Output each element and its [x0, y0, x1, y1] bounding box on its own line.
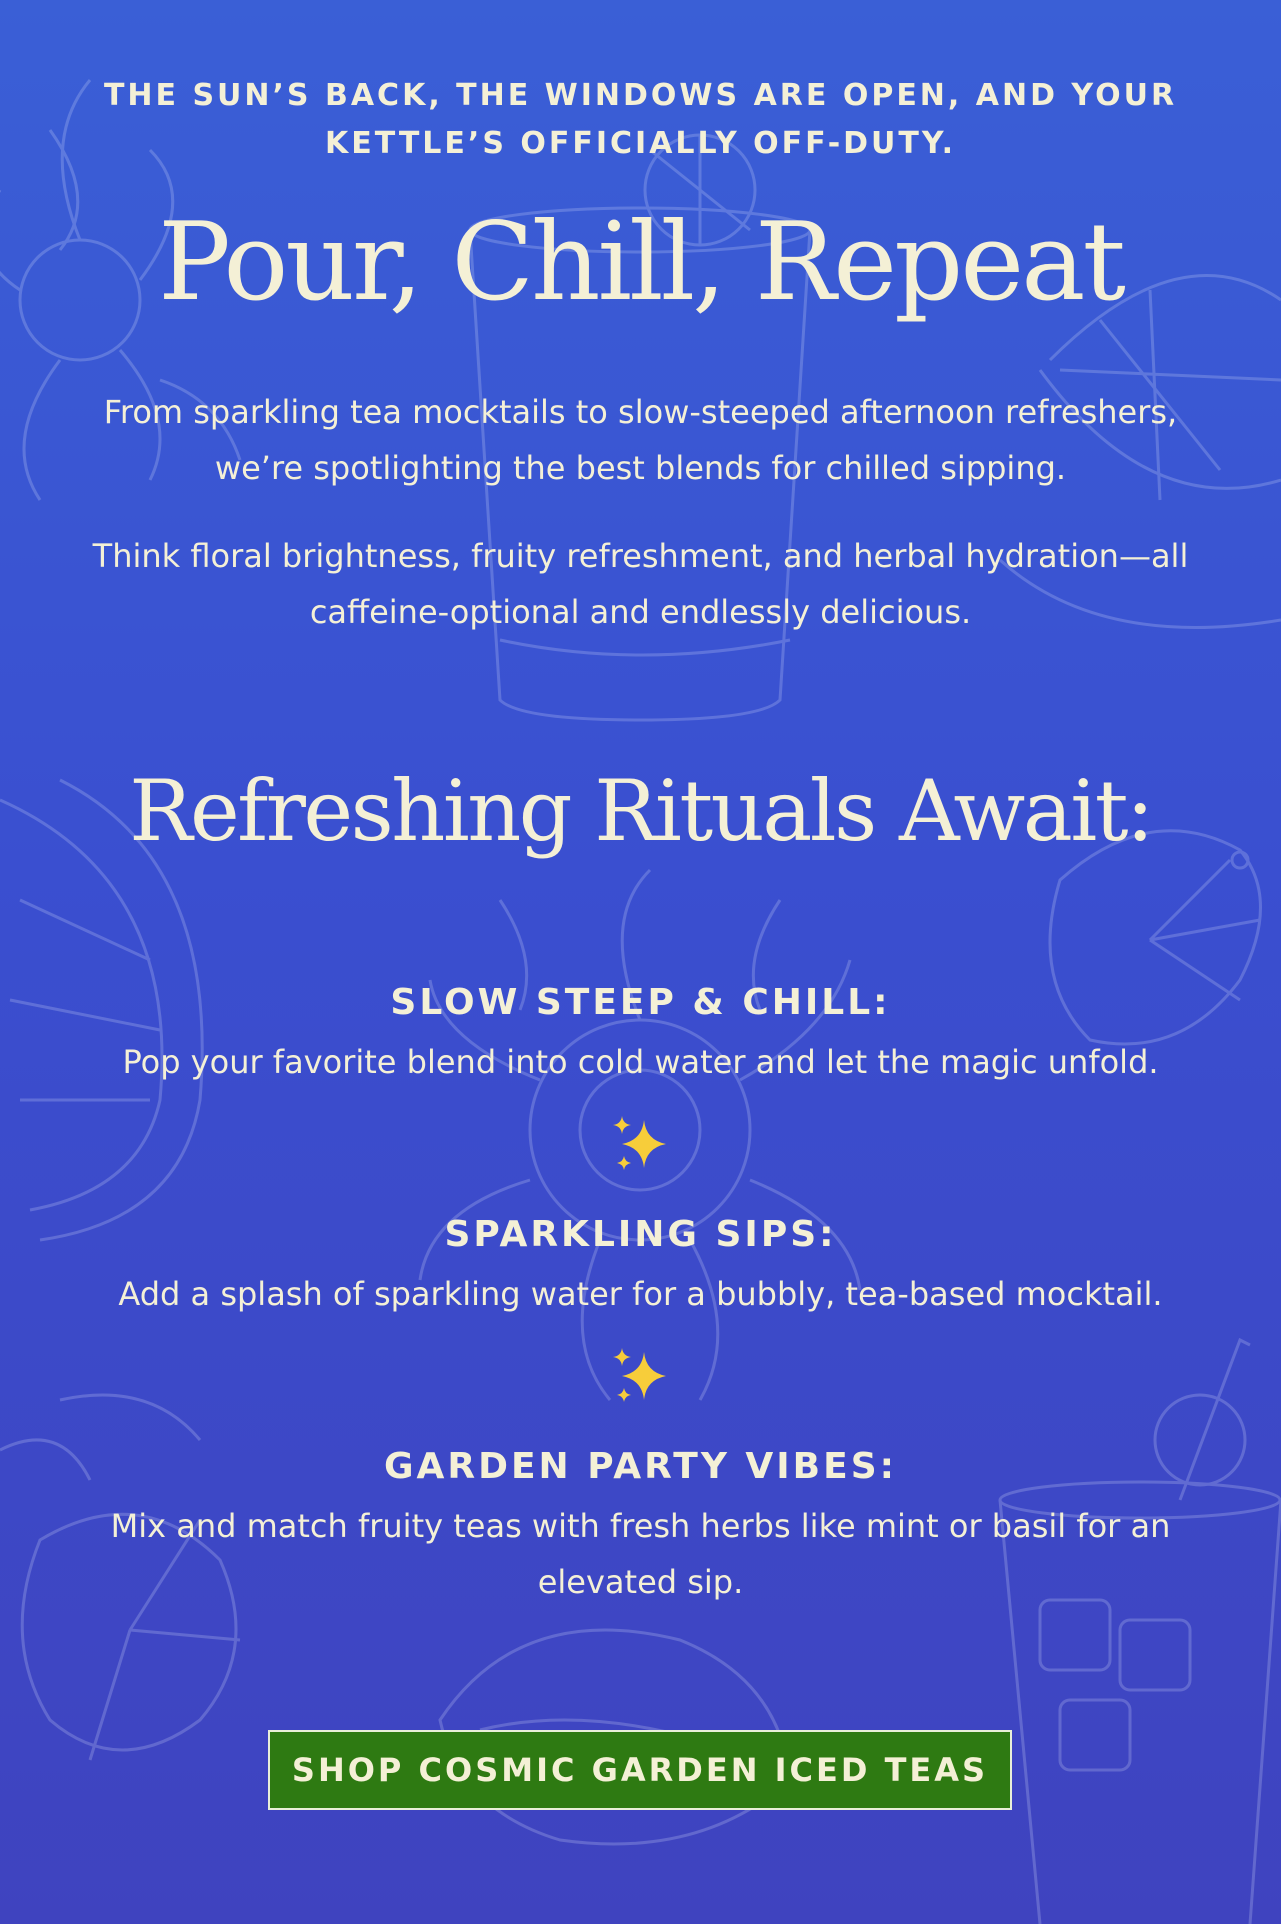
ritual-description-slow-steep: Pop your favorite blend into cold water and let the magic unfold. — [122, 1043, 1159, 1081]
iced-glass-illustration-bottom-right — [1000, 1340, 1281, 1924]
intro-paragraph-1: From sparkling tea mocktails to slow-steeped afternoon refreshers, we’re spotlighting the best blends for chilled sipping. — [103, 393, 1178, 487]
ritual-description-sparkling-sips: Add a splash of sparkling water for a bubbly, tea-based mocktail. — [118, 1275, 1163, 1313]
page-title: Pour, Chill, Repeat — [158, 200, 1123, 325]
ritual-title-slow-steep: SLOW STEEP & CHILL: — [390, 982, 891, 1023]
section-heading: Refreshing Rituals Await: — [129, 762, 1152, 860]
sparkles-icon — [600, 1342, 680, 1412]
ritual-description-garden-party: Mix and match fruity teas with fresh herbs like mint or basil for an elevated sip. — [110, 1507, 1171, 1601]
ritual-title-garden-party: GARDEN PARTY VIBES: — [383, 1446, 898, 1487]
shop-iced-teas-button[interactable]: SHOP COSMIC GARDEN ICED TEAS — [268, 1730, 1012, 1810]
sparkles-icon — [600, 1110, 680, 1180]
ritual-title-sparkling-sips: SPARKLING SIPS: — [444, 1214, 837, 1255]
intro-paragraph-2: Think floral brightness, fruity refreshment, and herbal hydration—all caffeine-optional and endlessly delicious. — [92, 537, 1189, 631]
eyebrow-text: THE SUN’S BACK, THE WINDOWS ARE OPEN, AND YOUR KETTLE’S OFFICIALLY OFF-DUTY. — [103, 78, 1178, 161]
